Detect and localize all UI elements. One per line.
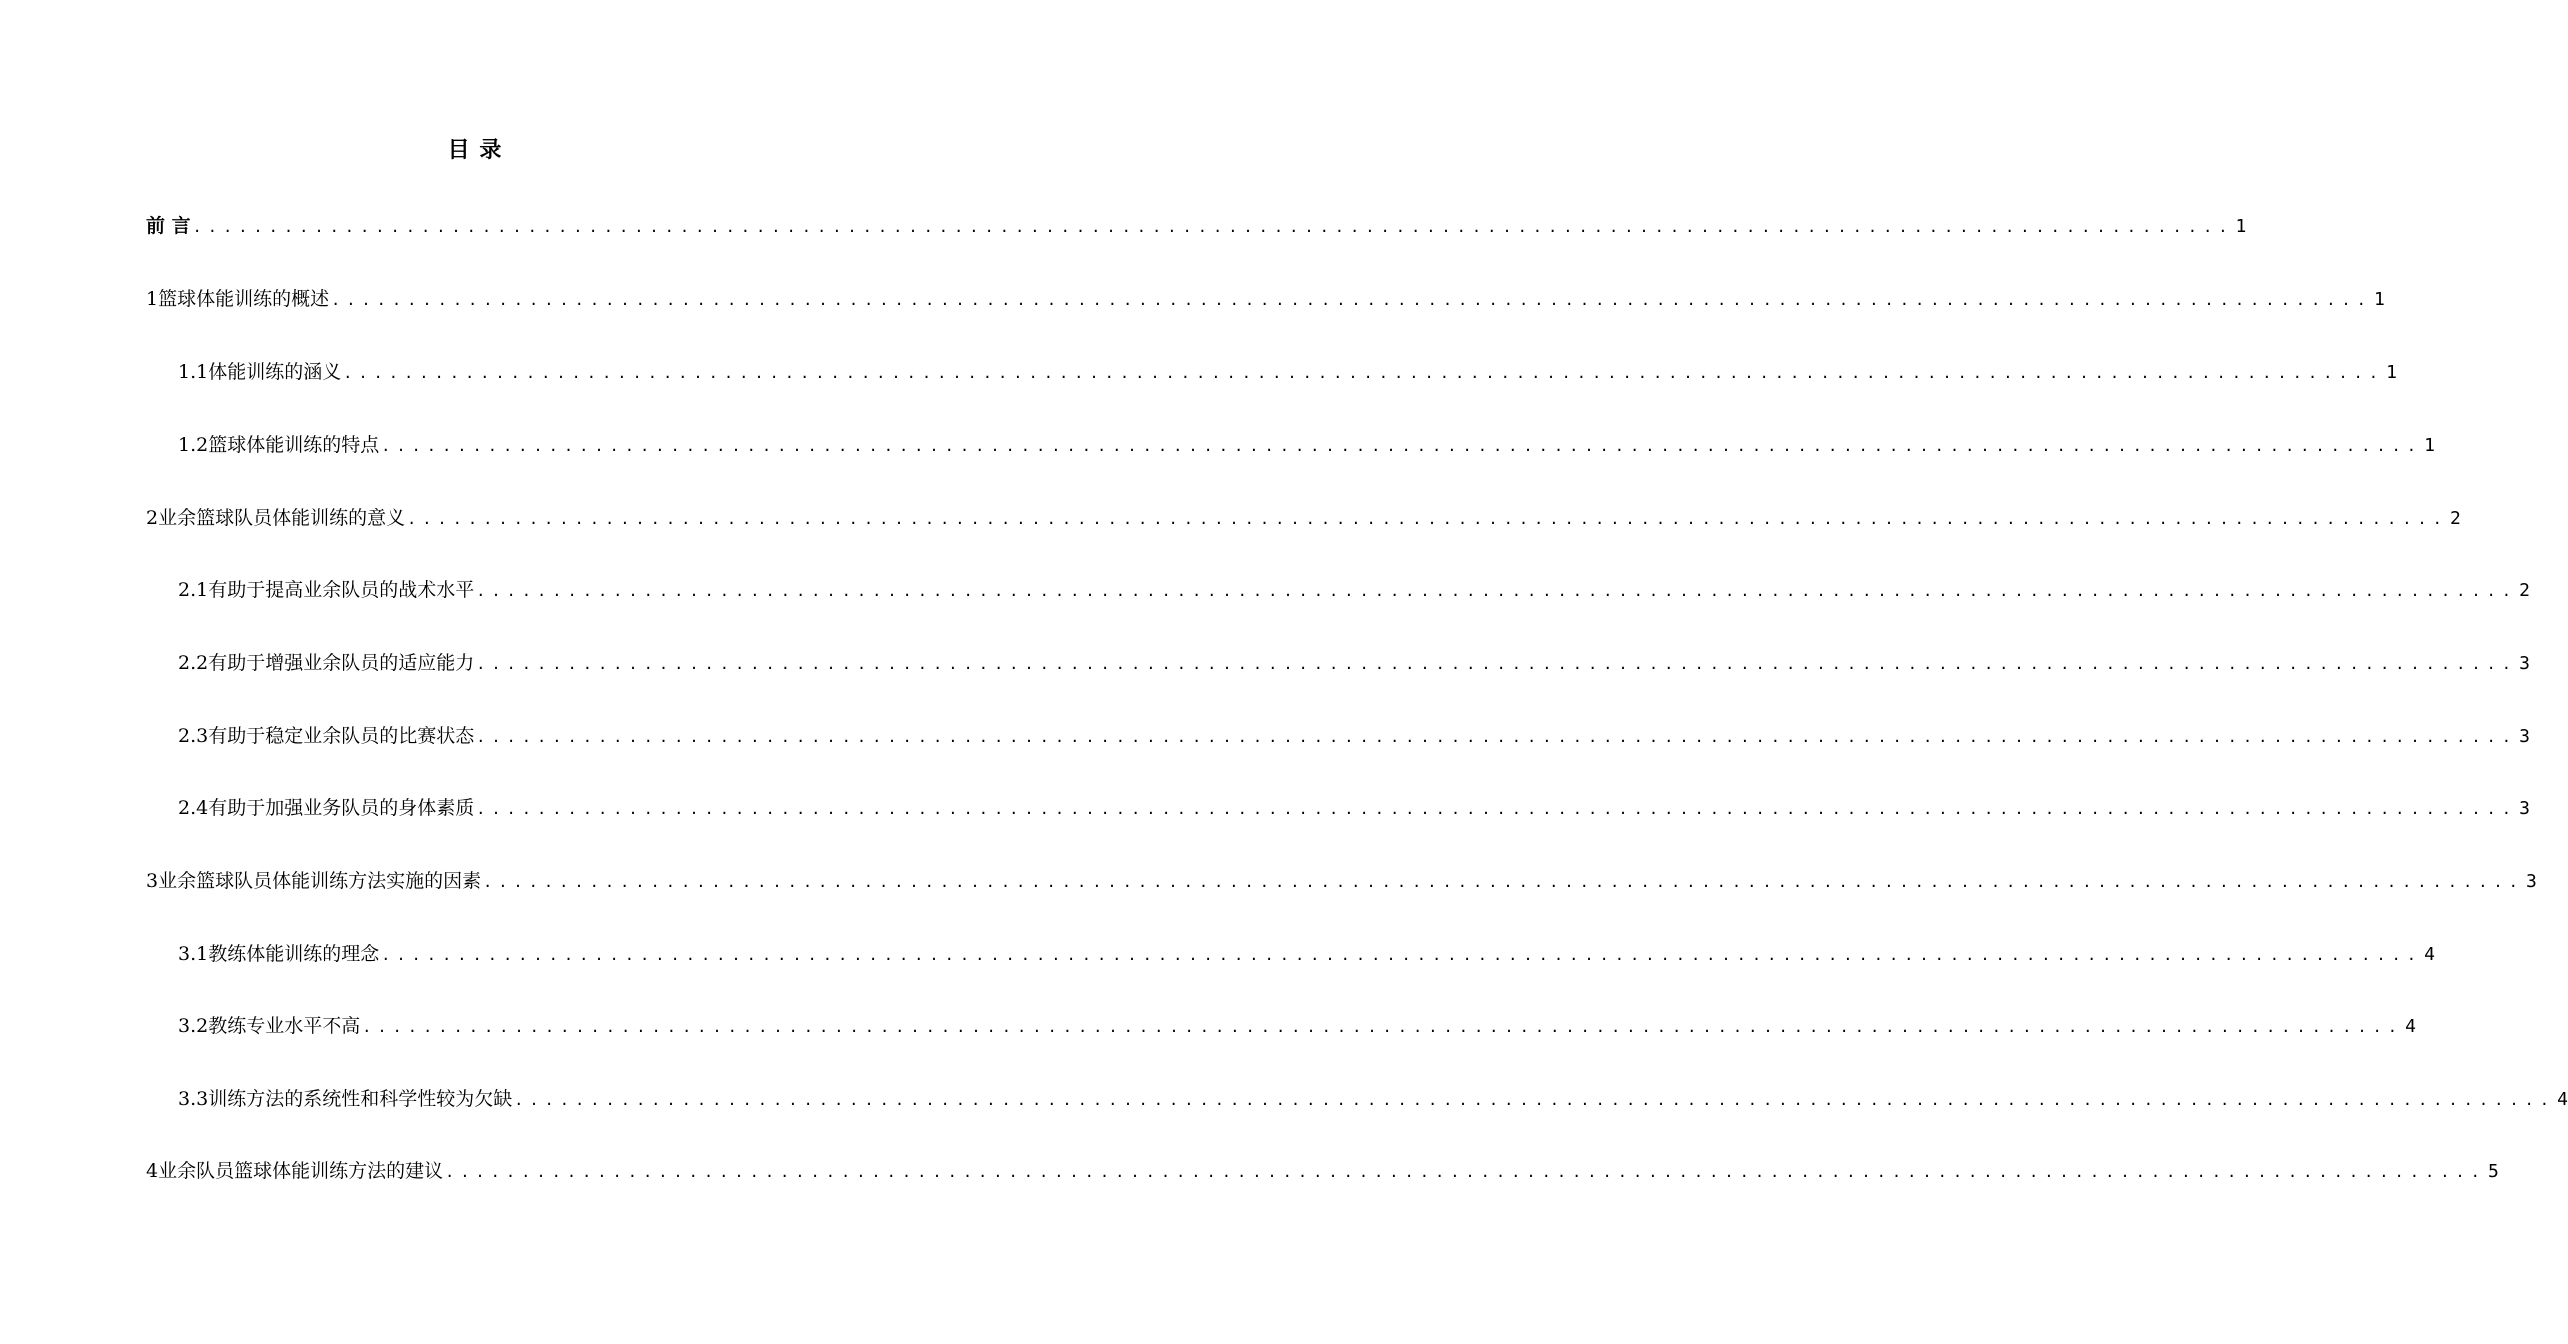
dot-leader: ...................................................................................................................................... <box>445 1163 2487 1181</box>
toc-page-number: 4 <box>2405 1016 2416 1037</box>
dot-leader: ...................................................................................................................................... <box>476 728 2518 746</box>
toc-page-number: 4 <box>2557 1089 2568 1110</box>
toc-entry-section-1-1[interactable] <box>178 357 2397 387</box>
toc-entry-chapter-1[interactable] <box>146 284 2385 314</box>
dot-leader: ...................................................................................................................................... <box>476 800 2518 818</box>
toc-entry-section-1-2[interactable] <box>178 430 2435 460</box>
toc-entry-label: 3.2教练专业水平不高 <box>178 1015 361 1037</box>
toc-page-number: 5 <box>2488 1161 2499 1182</box>
toc-page-number: 2 <box>2450 508 2461 529</box>
dot-leader: ...................................................................................................................................... <box>343 364 2385 382</box>
toc-page-number: 1 <box>2374 289 2385 310</box>
toc-entry-label: 2.4有助于加强业务队员的身体素质 <box>178 797 475 819</box>
toc-entry-section-2-2[interactable] <box>178 648 2530 678</box>
dot-leader: ...................................................................................................................................... <box>192 218 2234 236</box>
toc-entry-label: 2.2有助于增强业余队员的适应能力 <box>178 652 475 674</box>
toc-entry-label: 3业余篮球队员体能训练方法实施的因素 <box>146 870 482 892</box>
toc-page-number: 1 <box>2235 216 2247 237</box>
toc-entry-label: 4业余队员篮球体能训练方法的建议 <box>146 1160 444 1182</box>
toc-page-number: 1 <box>2386 362 2397 383</box>
toc-page-number: 2 <box>2519 580 2530 601</box>
dot-leader: ...................................................................................................................................... <box>331 291 2373 309</box>
toc-entry-label: 1篮球体能训练的概述 <box>146 288 330 310</box>
toc-entry-label: 2业余篮球队员体能训练的意义 <box>146 507 406 529</box>
toc-entry-label: 3.1教练体能训练的理念 <box>178 943 380 965</box>
toc-entry-section-2-3[interactable] <box>178 721 2530 751</box>
toc-entry-chapter-4[interactable] <box>146 1156 2499 1186</box>
toc-entry-label: 2.1有助于提高业余队员的战术水平 <box>178 579 475 601</box>
toc-entry-chapter-3[interactable] <box>146 866 2537 896</box>
toc-entry-section-2-1[interactable] <box>178 575 2530 605</box>
toc-page-number: 4 <box>2424 944 2435 965</box>
dot-leader: ...................................................................................................................................... <box>362 1018 2404 1036</box>
dot-leader: ...................................................................................................................................... <box>381 946 2423 964</box>
toc-page-number: 3 <box>2519 798 2530 819</box>
toc-entry-section-3-1[interactable] <box>178 939 2435 969</box>
toc-page-number: 3 <box>2519 726 2530 747</box>
toc-title: 目 录 <box>447 137 503 163</box>
toc-entry-label: 1.2篮球体能训练的特点 <box>178 434 380 456</box>
toc-entry-label: 3.3训练方法的系统性和科学性较为欠缺 <box>178 1088 513 1110</box>
dot-leader: ...................................................................................................................................... <box>407 510 2449 528</box>
toc-entry-label: 1.1体能训练的涵义 <box>178 361 342 383</box>
toc-page-number: 3 <box>2519 653 2530 674</box>
dot-leader: ...................................................................................................................................... <box>483 873 2525 891</box>
toc-entry-chapter-2[interactable] <box>146 503 2461 533</box>
toc-entry-section-3-2[interactable] <box>178 1011 2416 1041</box>
dot-leader: ...................................................................................................................................... <box>381 437 2423 455</box>
toc-entry-label: 前 言 <box>146 215 191 237</box>
dot-leader: ...................................................................................................................................... <box>514 1091 2556 1109</box>
toc-page-number: 3 <box>2526 871 2537 892</box>
dot-leader: ...................................................................................................................................... <box>476 582 2518 600</box>
toc-page-number: 1 <box>2424 435 2435 456</box>
toc-entry-preface[interactable] <box>146 211 2247 241</box>
toc-entry-label: 2.3有助于稳定业余队员的比赛状态 <box>178 725 475 747</box>
toc-entry-section-2-4[interactable] <box>178 793 2530 823</box>
toc-entry-section-3-3[interactable] <box>178 1084 2568 1114</box>
dot-leader: ...................................................................................................................................... <box>476 655 2518 673</box>
